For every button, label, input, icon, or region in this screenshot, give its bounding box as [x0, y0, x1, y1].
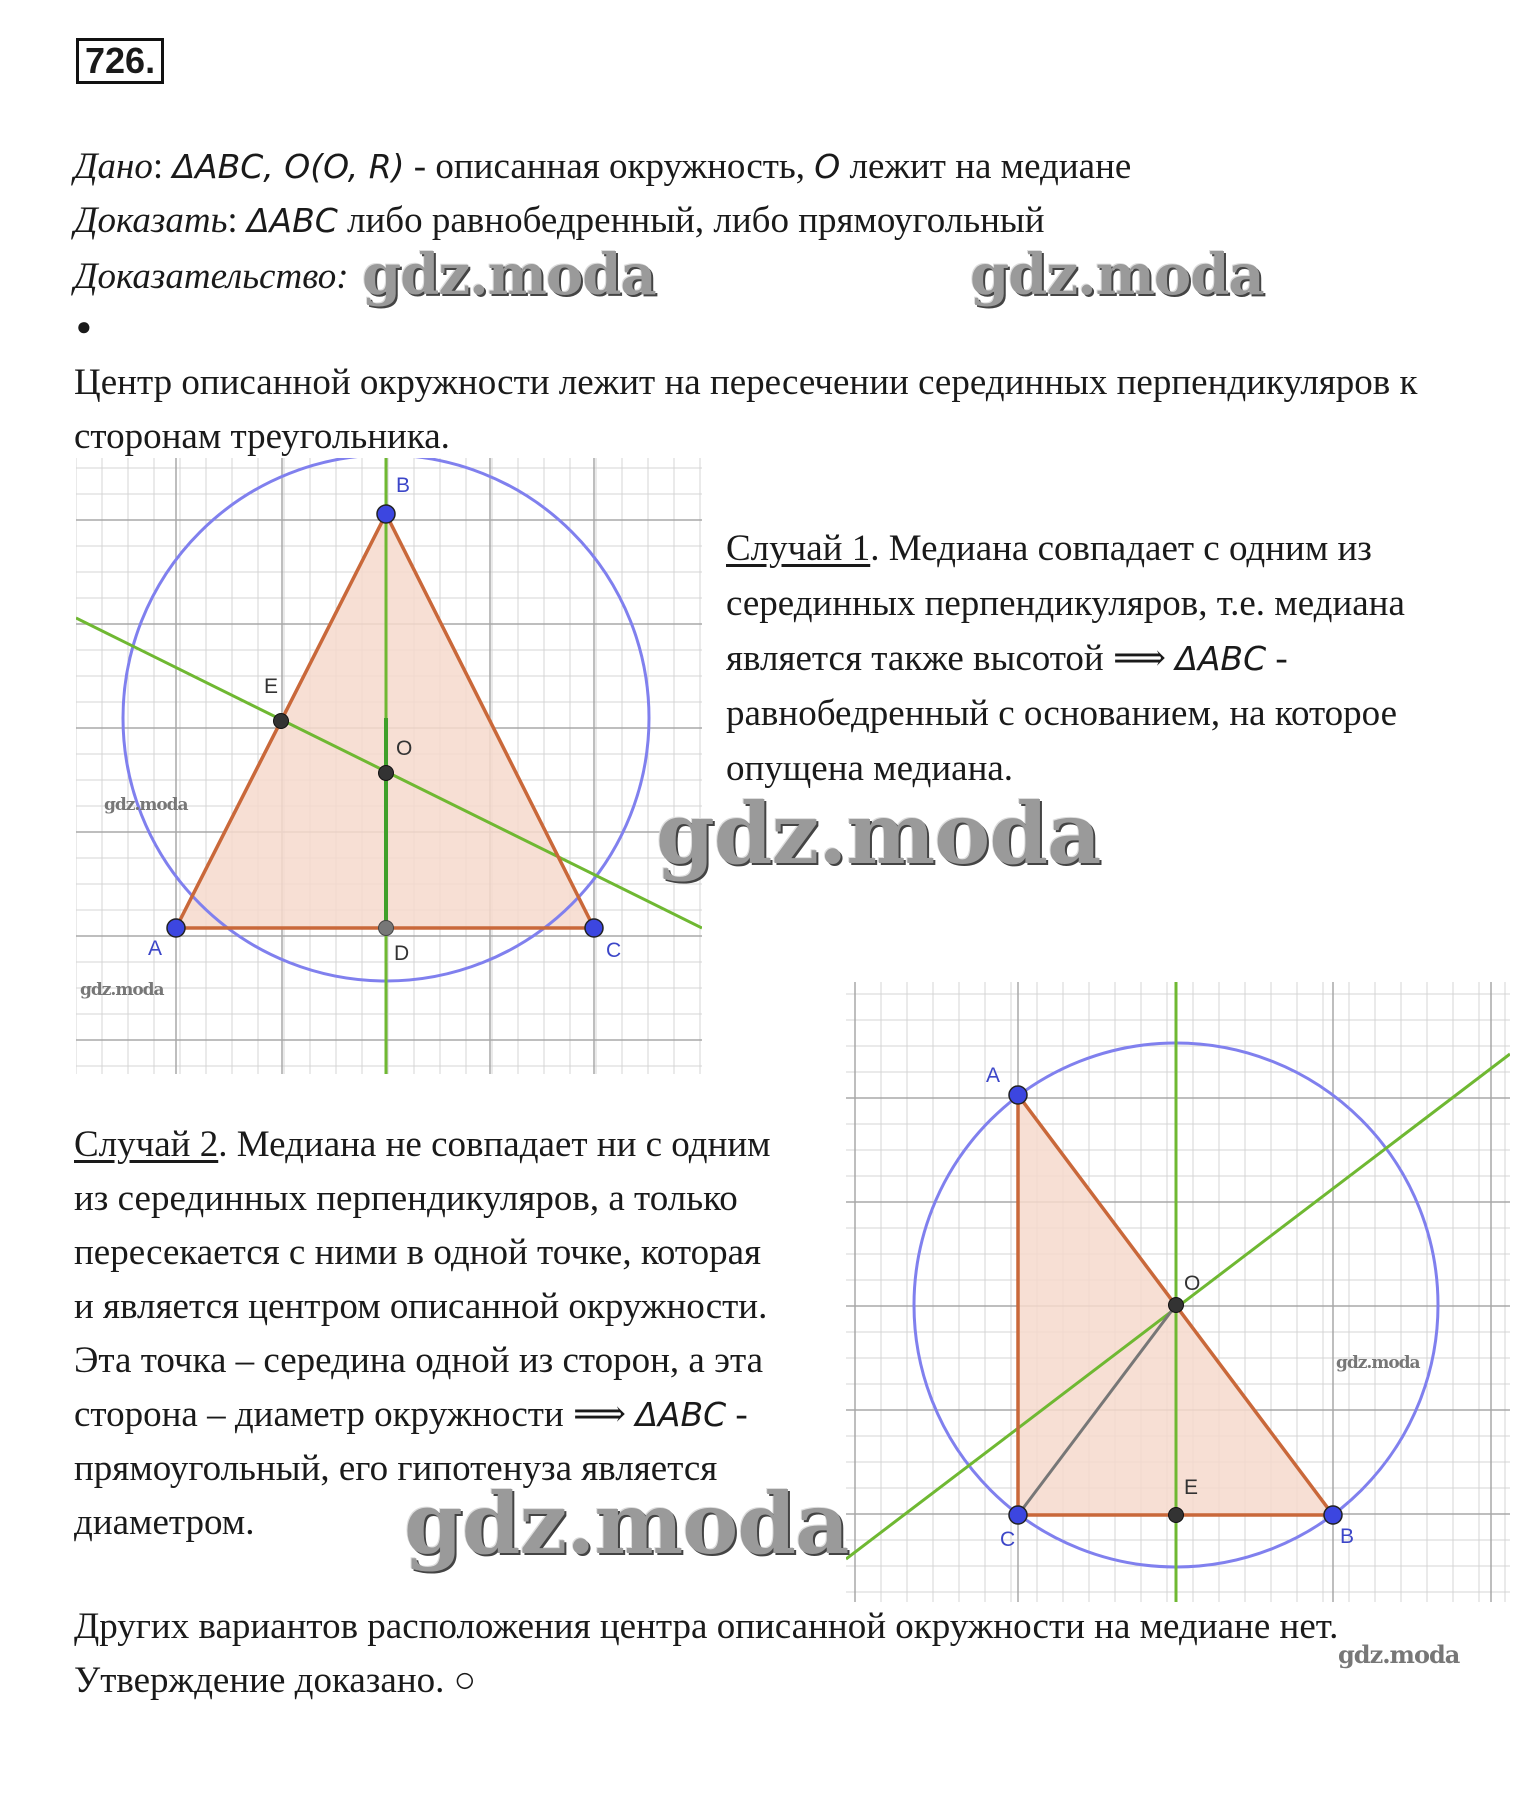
conclusion-line2: Утверждение доказано. ○: [74, 1660, 476, 1701]
case1-line4: равнобедренный с основанием, на которое: [726, 693, 1398, 734]
given-o: O: [814, 147, 841, 186]
label-d: D: [394, 942, 410, 965]
prove-colon: :: [227, 200, 238, 241]
watermark: gdz.moda: [656, 784, 1101, 883]
point-e: [1169, 1508, 1184, 1523]
given-label: Дано: [74, 146, 153, 187]
case2-math: ΔABC: [635, 1395, 727, 1434]
label-c: C: [606, 939, 622, 962]
point-b: [1324, 1506, 1342, 1524]
watermark-small: gdz.moda: [104, 795, 188, 815]
point-o: [1169, 1298, 1184, 1313]
point-a: [1009, 1086, 1027, 1104]
label-b: B: [1340, 1525, 1355, 1548]
label-e: E: [264, 675, 279, 698]
case2-line7: прямоугольный, его гипотенуза является: [74, 1448, 718, 1489]
figure-case-2: [846, 982, 1510, 1602]
case1-title: Случай 1: [726, 528, 871, 569]
case1-line5: опущена медиана.: [726, 748, 1014, 789]
case1-line3: [726, 632, 1288, 686]
case1-line2: серединных перпендикуляров, т.е. медиана: [726, 583, 1405, 624]
prove-line: [74, 194, 1045, 248]
label-o: O: [396, 737, 413, 760]
case2-title: Случай 2: [74, 1124, 219, 1165]
point-c: [585, 919, 603, 937]
prove-math: ΔABC: [246, 201, 338, 240]
case1-math: ΔABC: [1175, 639, 1267, 678]
label-a: A: [148, 937, 163, 960]
point-a: [167, 919, 185, 937]
case2-text: . Медиана не совпадает ни с одним: [218, 1124, 771, 1165]
intro-line2: сторонам треугольника.: [74, 416, 450, 457]
proof-label: Доказательство:: [74, 256, 349, 297]
point-o: [379, 766, 394, 781]
case2-dash: -: [726, 1394, 748, 1435]
case2-line2: из серединных перпендикуляров, а только: [74, 1178, 738, 1219]
figure-case-1: [76, 458, 702, 1074]
watermark: gdz.moda: [362, 242, 656, 308]
case2-line5: Эта точка – середина одной из сторон, а эта: [74, 1340, 763, 1381]
case1-text: . Медиана совпадает с одним из: [870, 528, 1372, 569]
point-d: [379, 921, 394, 936]
watermark: gdz.moda: [970, 242, 1264, 308]
bullet: ●: [76, 312, 92, 341]
case2-line6-text: сторона – диаметр окружности ⟹: [74, 1394, 636, 1435]
intro-line1: Центр описанной окружности лежит на пересечении серединных перпендикуляров к: [74, 362, 1418, 403]
conclusion-line1: Других вариантов расположения центра описанной окружности на медиане нет.: [74, 1606, 1339, 1647]
case1-line3-text: является также высотой ⟹: [726, 638, 1176, 679]
watermark-small: gdz.moda: [1338, 1640, 1460, 1669]
case2-line1: [74, 1118, 771, 1172]
case2-line8: диаметром.: [74, 1502, 255, 1543]
case2-line6: [74, 1388, 748, 1442]
case1-dash: -: [1266, 638, 1288, 679]
prove-rest: либо равнобедренный, либо прямоугольный: [337, 200, 1045, 241]
given-math: ΔABC, O(O, R): [172, 147, 405, 186]
label-o: O: [1184, 1272, 1201, 1295]
point-b: [377, 505, 395, 523]
given-colon: :: [152, 146, 164, 187]
given-rest: лежит на медиане: [840, 146, 1132, 187]
prove-label: Доказать: [74, 200, 228, 241]
case2-line3: пересекается с ними в одной точке, которая: [74, 1232, 762, 1273]
watermark-small: gdz.moda: [1336, 1353, 1420, 1373]
point-e: [274, 714, 289, 729]
label-e: E: [1184, 1476, 1199, 1499]
given-line: [74, 140, 1131, 194]
label-c: C: [1000, 1528, 1016, 1551]
watermark-small: gdz.moda: [80, 980, 164, 1000]
label-b: B: [396, 474, 411, 497]
case2-line4: и является центром описанной окружности.: [74, 1286, 768, 1327]
label-a: A: [986, 1064, 1001, 1087]
given-dash: - описанная окружность,: [404, 146, 815, 187]
case1-line1: [726, 522, 1372, 576]
point-c: [1009, 1506, 1027, 1524]
problem-number: 726.: [76, 38, 164, 84]
watermark: gdz.moda: [404, 1474, 849, 1573]
